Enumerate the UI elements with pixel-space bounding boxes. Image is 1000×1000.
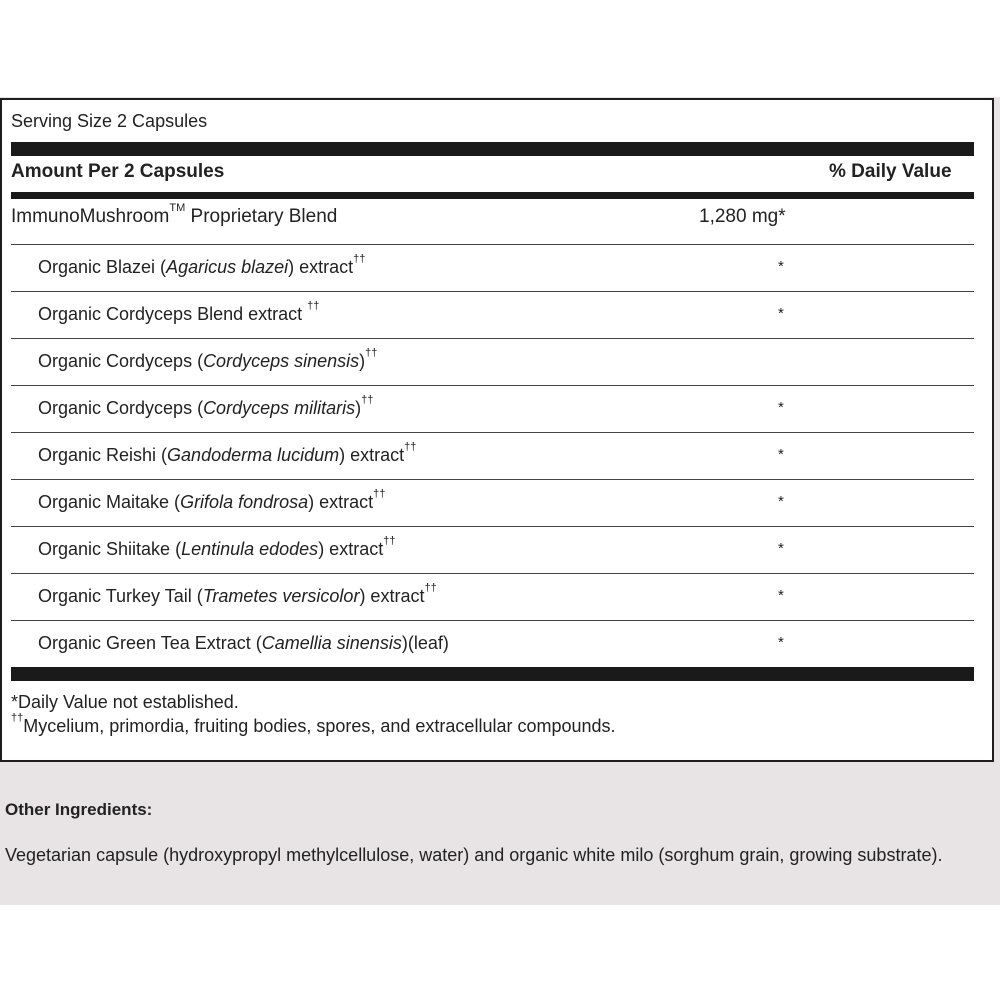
ingredient-name: Organic Cordyceps Blend extract <box>38 304 308 324</box>
serving-size: Serving Size 2 Capsules <box>11 111 208 131</box>
row-divider <box>11 526 974 527</box>
row-divider <box>11 385 974 386</box>
medium-divider <box>11 192 974 199</box>
ingredient-latin-name: Cordyceps militaris <box>203 398 356 418</box>
row-divider <box>11 338 974 339</box>
ingredient-name: Organic Cordyceps ( <box>38 351 204 371</box>
ingredient-name: Organic Reishi ( <box>38 445 168 465</box>
ingredient-suffix: ) extract <box>339 445 405 465</box>
ingredient-name: Organic Cordyceps ( <box>38 398 204 418</box>
footnote-mark: †† <box>404 441 417 453</box>
ingredient-row <box>38 347 378 372</box>
supplement-facts-table <box>0 98 994 762</box>
row-divider <box>11 620 974 621</box>
ingredient-suffix: ) extract <box>308 492 374 512</box>
row-divider <box>11 479 974 480</box>
daily-value-asterisk: * <box>778 305 784 322</box>
row-divider <box>11 291 974 292</box>
ingredient-name: Organic Turkey Tail ( <box>38 586 203 606</box>
ingredient-row <box>38 253 366 278</box>
row-divider <box>11 432 974 433</box>
footnote-mark: †† <box>353 253 366 265</box>
other-ingredients-text: Vegetarian capsule (hydroxypropyl methylcellulose, water) and organic white milo (sorghum grain, growing substrate). <box>5 845 943 865</box>
ingredient-latin-name: Gandoderma lucidum <box>167 445 340 465</box>
daily-value-header: % Daily Value <box>829 161 952 182</box>
footnote-mark: †† <box>373 488 386 500</box>
thick-divider-bottom <box>11 667 974 681</box>
ingredient-suffix: ) extract <box>359 586 425 606</box>
other-ingredients-heading: Other Ingredients: <box>5 800 153 819</box>
ingredient-row <box>38 488 386 513</box>
row-divider <box>11 573 974 574</box>
daily-value-asterisk: * <box>778 493 784 510</box>
ingredient-suffix: ) <box>359 351 366 371</box>
ingredient-name: Organic Maitake ( <box>38 492 181 512</box>
daily-value-asterisk: * <box>778 587 784 604</box>
ingredient-row <box>38 300 320 325</box>
daily-value-asterisk: * <box>778 634 784 651</box>
daily-value-asterisk: * <box>778 399 784 416</box>
footnote-mark: †† <box>361 394 374 406</box>
ingredient-latin-name: Agaricus blazei <box>166 257 289 277</box>
ingredient-suffix: ) <box>355 398 362 418</box>
ingredient-latin-name: Trametes versicolor <box>202 586 360 606</box>
footnote-mark: †† <box>365 347 378 359</box>
amount-per-header: Amount Per 2 Capsules <box>11 161 225 182</box>
ingredient-row <box>38 394 374 419</box>
daily-value-asterisk: * <box>778 446 784 463</box>
proprietary-blend-name: ImmunoMushroom™ Proprietary Blend <box>11 202 338 227</box>
footnote-mark: †† <box>383 535 396 547</box>
ingredient-suffix: ) extract <box>288 257 354 277</box>
daily-value-asterisk: * <box>778 258 784 275</box>
ingredient-latin-name: Cordyceps sinensis <box>203 351 360 371</box>
footnote-mark: †† <box>424 582 437 594</box>
ingredient-latin-name: Grifola fondrosa <box>180 492 309 512</box>
daily-value-asterisk: * <box>778 540 784 557</box>
ingredient-latin-name: Lentinula edodes <box>181 539 319 559</box>
ingredient-suffix: )(leaf) <box>401 633 449 653</box>
ingredient-name: Organic Shiitake ( <box>38 539 182 559</box>
daily-value-footnote: *Daily Value not established. <box>11 692 239 712</box>
mycelium-footnote: ††Mycelium, primordia, fruiting bodies, spores, and extracellular compounds. <box>11 712 616 736</box>
thick-divider <box>11 142 974 156</box>
footnote-mark: †† <box>307 300 320 312</box>
ingredient-name: Organic Green Tea Extract ( <box>38 633 262 653</box>
ingredient-row <box>38 582 437 607</box>
ingredient-row <box>38 535 396 560</box>
ingredient-suffix: ) extract <box>318 539 384 559</box>
ingredient-latin-name: Camellia sinensis <box>261 633 402 653</box>
ingredient-row <box>38 441 417 466</box>
ingredient-row <box>38 633 449 654</box>
row-divider <box>11 244 974 245</box>
ingredient-name: Organic Blazei ( <box>38 257 167 277</box>
proprietary-blend-amount: 1,280 mg* <box>699 206 786 227</box>
